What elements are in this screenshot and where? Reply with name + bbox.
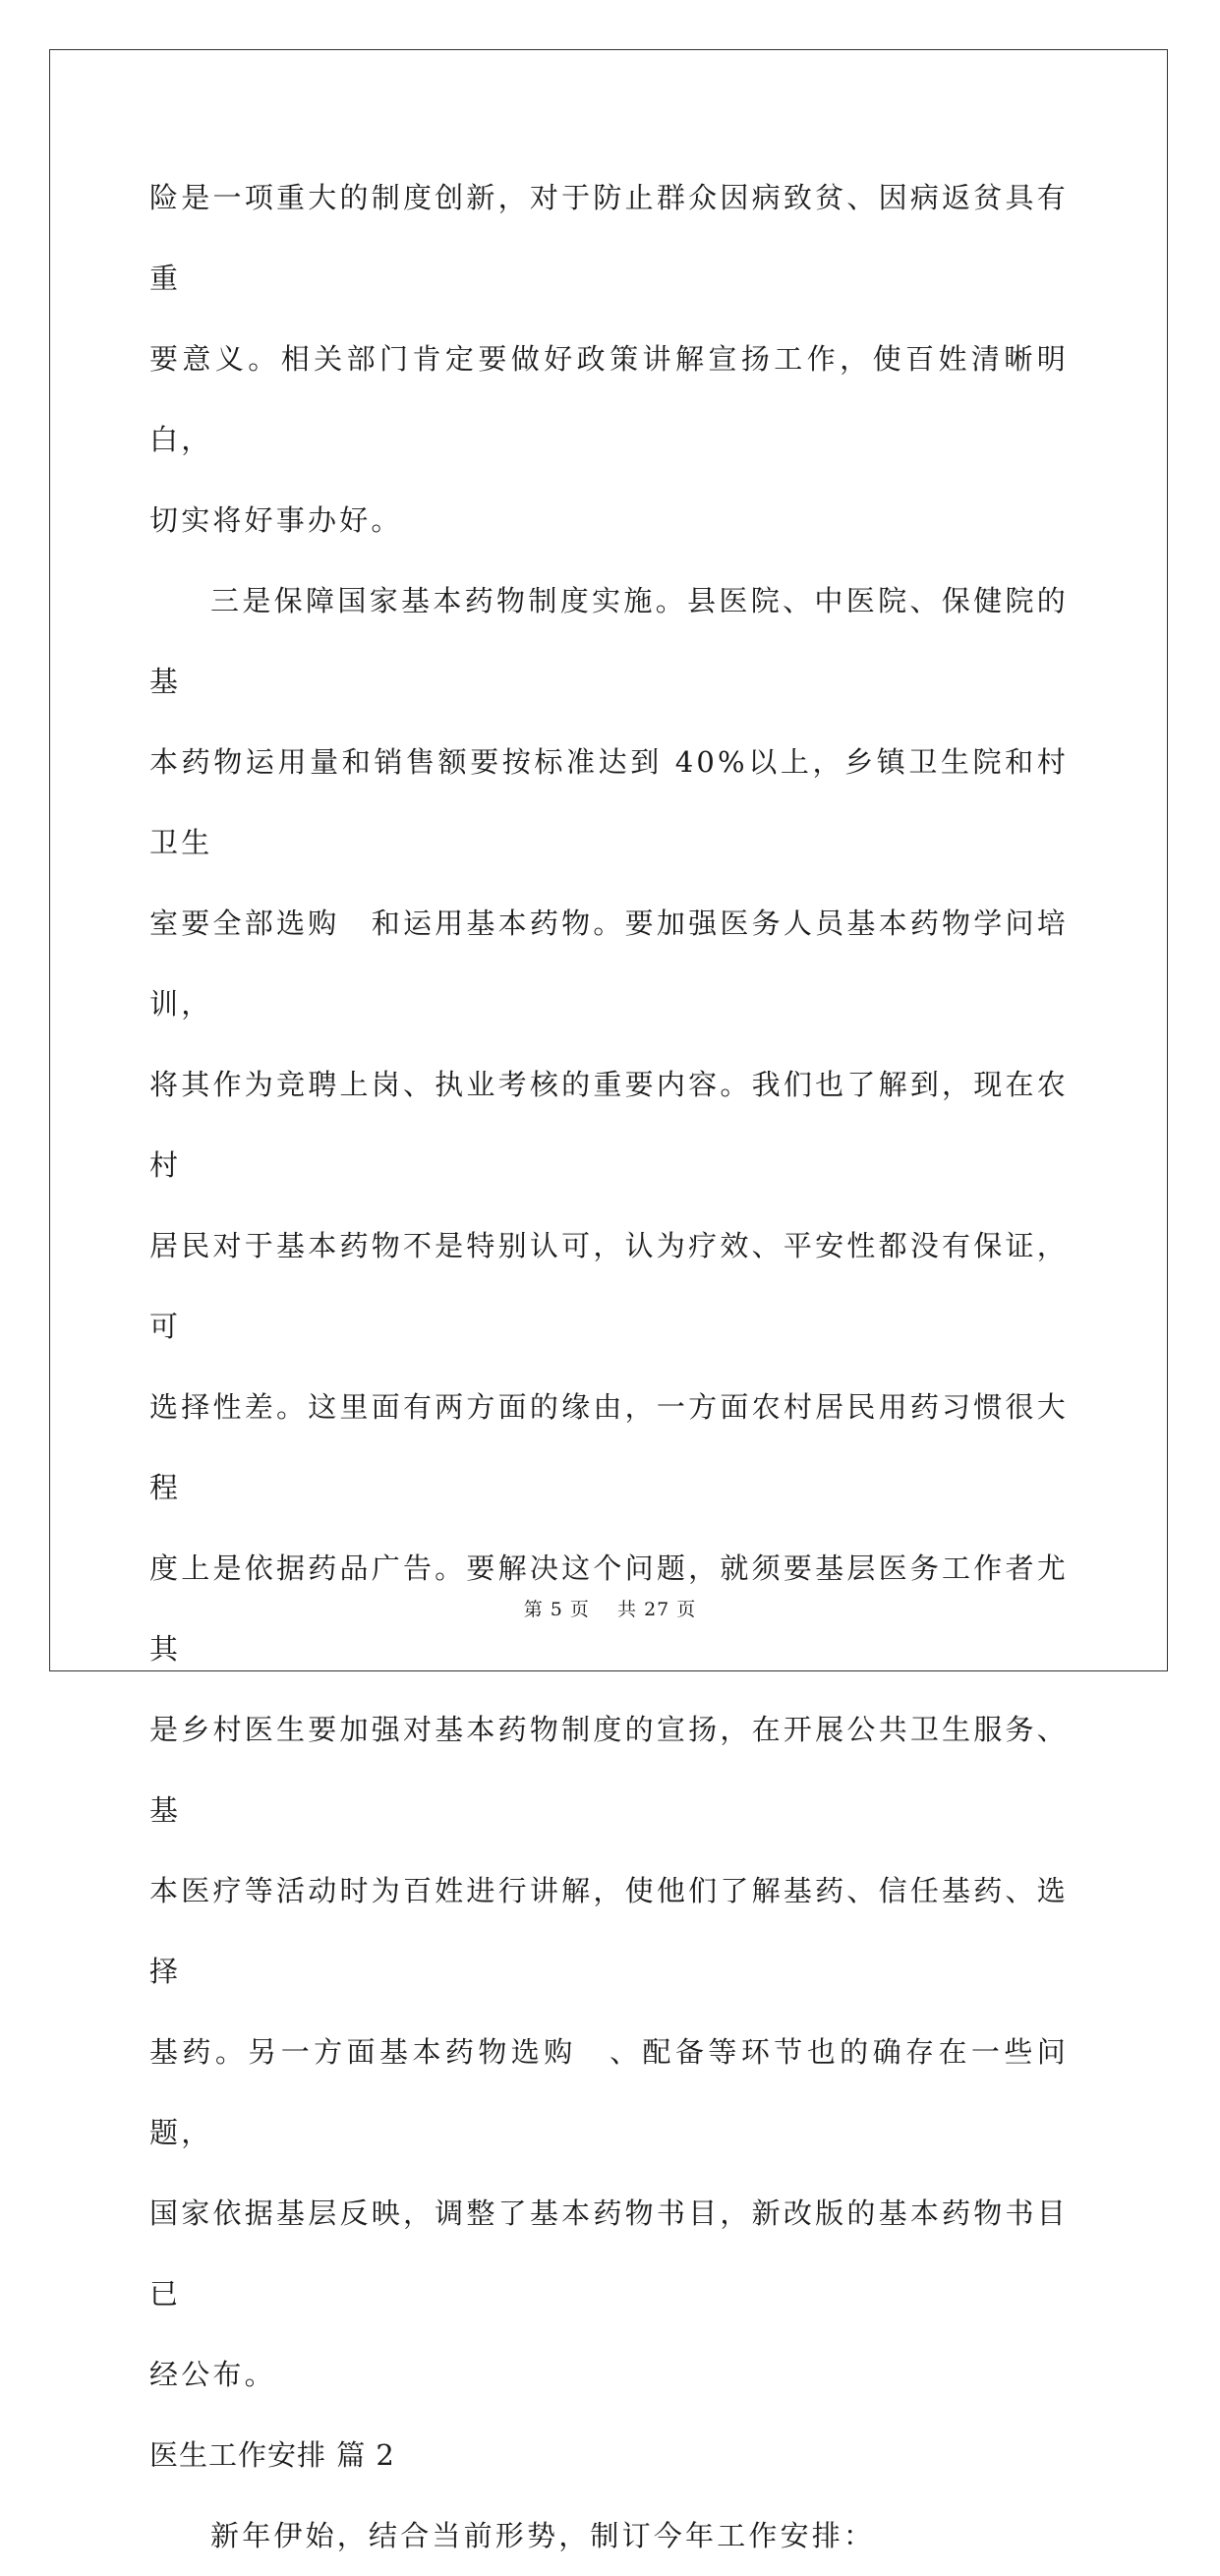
text-line: 国家依据基层反映，调整了基本药物书目，新改版的基本药物书目已 [149, 2196, 1069, 2311]
text-line: 是乡村医生要加强对基本药物制度的宣扬，在开展公共卫生服务、基 [149, 1713, 1069, 1827]
document-body [149, 157, 1069, 2576]
text-line: 居民对于基本药物不是特别认可，认为疗效、平安性都没有保证，可 [149, 1229, 1069, 1343]
text-line: 本医疗等活动时为百姓进行讲解，使他们了解基药、信任基药、选择 [149, 1874, 1069, 1988]
text-line: 要意义。相关部门肯定要做好政策讲解宣扬工作，使百姓清晰明白， [149, 342, 1069, 456]
text-line: 本药物运用量和销售额要按标准达到 40%以上，乡镇卫生院和村卫生 [149, 745, 1069, 859]
text-line: 度上是依据药品广告。要解决这个问题，就须要基层医务工作者尤其 [149, 1551, 1069, 1666]
page-number: 第 5 页 [523, 1599, 590, 1620]
text-line: 基药。另一方面基本药物选购 、配备等环节也的确存在一些问题， [149, 2035, 1069, 2149]
text-line: 经公布。 [149, 2358, 276, 2391]
closing-paragraph: 新年伊始，结合当前形势，制订今年工作安排： [210, 2519, 876, 2552]
text-line: 室要全部选购 和运用基本药物。要加强医务人员基本药物学问培训， [149, 907, 1069, 1021]
text-line: 险是一项重大的制度创新，对于防止群众因病致贫、因病返贫具有重 [149, 181, 1069, 295]
page-total: 共 27 页 [617, 1599, 697, 1620]
section-heading: 医生工作安排 篇 2 [149, 2438, 395, 2472]
text-line: 切实将好事办好。 [149, 503, 403, 537]
text-line: 三是保障国家基本药物制度实施。县医院、中医院、保健院的基 [149, 584, 1069, 698]
footer-gap [590, 1599, 617, 1620]
page-footer [0, 1595, 1220, 1621]
text-line: 选择性差。这里面有两方面的缘由，一方面农村居民用药习惯很大程 [149, 1390, 1069, 1504]
text-line: 将其作为竞聘上岗、执业考核的重要内容。我们也了解到，现在农村 [149, 1068, 1069, 1182]
paragraph-continued [149, 157, 1069, 560]
paragraph-essential-drugs [149, 560, 1069, 2415]
